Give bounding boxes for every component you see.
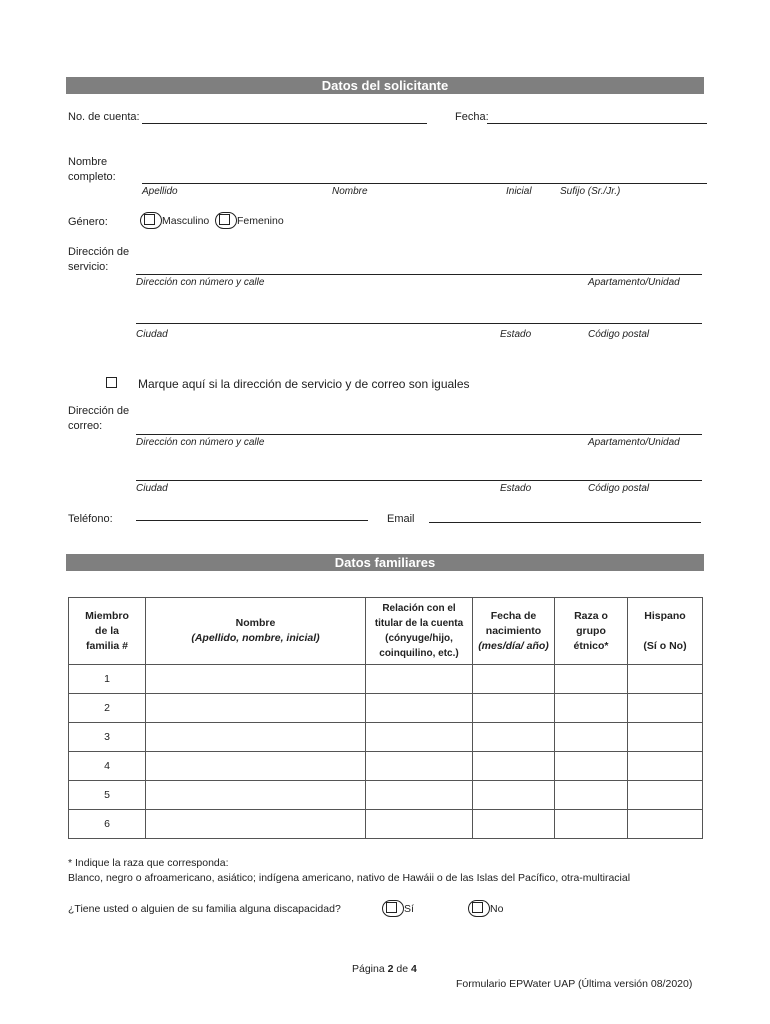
cell-relation[interactable] (366, 723, 473, 752)
male-label: Masculino (162, 215, 210, 227)
mailing-city-input[interactable] (136, 480, 702, 481)
family-table (68, 597, 703, 839)
cell-hispanic[interactable] (628, 752, 703, 781)
disability-question: ¿Tiene usted o alguien de su familia alguna discapacidad? (68, 903, 341, 915)
table-row (69, 694, 703, 723)
gender-female-option[interactable] (215, 212, 284, 229)
table-row (69, 723, 703, 752)
cell-relation[interactable] (366, 665, 473, 694)
service-address-label: Dirección de servicio: (68, 246, 130, 273)
service-street-input[interactable] (136, 274, 702, 275)
mailing-street-sublabel: Dirección con número y calle (136, 437, 265, 448)
table-row (69, 752, 703, 781)
cell-name[interactable] (146, 665, 366, 694)
race-note-options: Blanco, negro o afroamericano, asiático; indígena americano, nativo de Hawáii o de las Islas del Pacífico, otra-multiracial (68, 872, 631, 884)
email-label: Email (387, 513, 415, 525)
header-name: Nombre (Apellido, nombre, inicial) (146, 598, 366, 665)
cell-dob[interactable] (473, 810, 555, 839)
cell-hispanic[interactable] (628, 665, 703, 694)
date-input[interactable] (487, 123, 707, 124)
header-dob: Fecha de nacimiento (mes/día/ año) (473, 598, 555, 665)
race-note-title: * Indique la raza que corresponda: (68, 857, 229, 869)
same-address-checkbox[interactable] (106, 377, 117, 388)
mailing-zip-sublabel: Código postal (588, 483, 650, 494)
applicant-section-header: Datos del solicitante (66, 77, 704, 94)
no-label: No (490, 903, 504, 915)
cell-dob[interactable] (473, 665, 555, 694)
gender-label: Género: (68, 216, 108, 228)
service-zip-sublabel: Código postal (588, 329, 650, 340)
table-header-row (69, 598, 703, 665)
cell-race[interactable] (555, 694, 628, 723)
yes-label: Sí (404, 903, 414, 915)
cell-name[interactable] (146, 810, 366, 839)
row-number: 2 (69, 694, 146, 723)
cell-race[interactable] (555, 665, 628, 694)
service-street-sublabel: Dirección con número y calle (136, 277, 265, 288)
disability-no-option[interactable] (468, 900, 503, 917)
phone-input[interactable] (136, 520, 368, 521)
yes-checkbox[interactable] (386, 902, 397, 913)
cell-name[interactable] (146, 752, 366, 781)
date-label: Fecha: (455, 111, 489, 123)
cell-name[interactable] (146, 694, 366, 723)
service-city-sublabel: Ciudad (136, 329, 168, 340)
mailing-state-sublabel: Estado (500, 483, 532, 494)
cell-relation[interactable] (366, 810, 473, 839)
first-name-sublabel: Nombre (332, 186, 368, 197)
cell-hispanic[interactable] (628, 694, 703, 723)
cell-race[interactable] (555, 810, 628, 839)
disability-yes-option[interactable] (382, 900, 414, 917)
full-name-input[interactable] (142, 183, 707, 184)
cell-name[interactable] (146, 723, 366, 752)
cell-race[interactable] (555, 781, 628, 810)
cell-name[interactable] (146, 781, 366, 810)
cell-hispanic[interactable] (628, 810, 703, 839)
row-number: 3 (69, 723, 146, 752)
female-checkbox[interactable] (219, 214, 230, 225)
gender-male-option[interactable] (140, 212, 209, 229)
account-label: No. de cuenta: (68, 111, 140, 123)
phone-label: Teléfono: (68, 513, 113, 525)
service-apt-sublabel: Apartamento/Unidad (588, 277, 680, 288)
header-relation: Relación con el titular de la cuenta (cónyuge/hijo, coinquilino, etc.) (366, 598, 473, 665)
mailing-address-label: Dirección de correo: (68, 405, 130, 432)
cell-dob[interactable] (473, 723, 555, 752)
account-input[interactable] (142, 123, 427, 124)
mailing-apt-sublabel: Apartamento/Unidad (588, 437, 680, 448)
cell-race[interactable] (555, 723, 628, 752)
no-checkbox[interactable] (472, 902, 483, 913)
page-number: Página 2 de 4 (352, 963, 417, 975)
row-number: 6 (69, 810, 146, 839)
male-checkbox[interactable] (144, 214, 155, 225)
table-row (69, 665, 703, 694)
form-version: Formulario EPWater UAP (Última versión 08/2020) (456, 978, 693, 990)
email-input[interactable] (429, 522, 701, 523)
mailing-city-sublabel: Ciudad (136, 483, 168, 494)
row-number: 4 (69, 752, 146, 781)
cell-race[interactable] (555, 752, 628, 781)
full-name-label: Nombre completo: (68, 156, 116, 183)
same-address-text: Marque aquí si la dirección de servicio y de correo son iguales (138, 377, 470, 391)
cell-dob[interactable] (473, 781, 555, 810)
last-name-sublabel: Apellido (142, 186, 178, 197)
header-race: Raza o grupo étnico* (555, 598, 628, 665)
initial-sublabel: Inicial (506, 186, 532, 197)
service-state-sublabel: Estado (500, 329, 532, 340)
female-label: Femenino (237, 215, 284, 227)
header-member: Miembro de la familia # (69, 598, 146, 665)
table-row (69, 810, 703, 839)
cell-hispanic[interactable] (628, 781, 703, 810)
table-row (69, 781, 703, 810)
cell-hispanic[interactable] (628, 723, 703, 752)
cell-dob[interactable] (473, 694, 555, 723)
cell-relation[interactable] (366, 694, 473, 723)
row-number: 1 (69, 665, 146, 694)
row-number: 5 (69, 781, 146, 810)
cell-relation[interactable] (366, 752, 473, 781)
cell-dob[interactable] (473, 752, 555, 781)
suffix-sublabel: Sufijo (Sr./Jr.) (560, 186, 621, 197)
header-hispanic: Hispano (Sí o No) (628, 598, 703, 665)
family-section-header: Datos familiares (66, 554, 704, 571)
service-city-input[interactable] (136, 323, 702, 324)
cell-relation[interactable] (366, 781, 473, 810)
mailing-street-input[interactable] (136, 434, 702, 435)
